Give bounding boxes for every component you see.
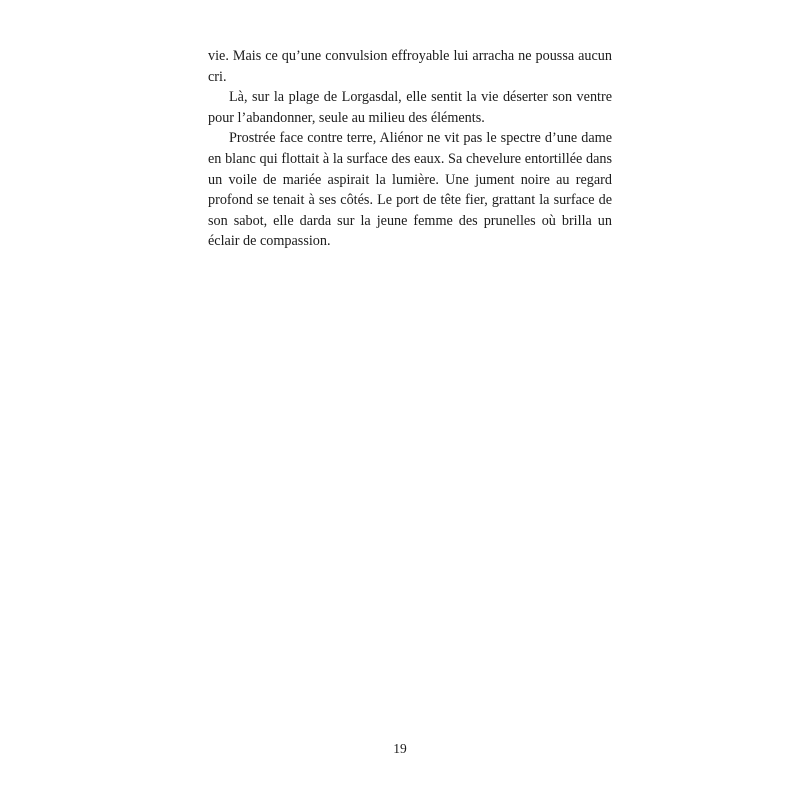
page-number: 19 bbox=[393, 741, 407, 756]
paragraph: Là, sur la plage de Lorgasdal, elle sentit la vie déserter son ventre pour l’abandonner, seule au milieu des éléments. bbox=[208, 89, 612, 126]
page-text-block bbox=[208, 46, 612, 252]
paragraph: vie. Mais ce qu’une convulsion effroyable lui arracha ne poussa aucun cri. bbox=[208, 48, 612, 85]
paragraph: Prostrée face contre terre, Aliénor ne vit pas le spectre d’une dame en blanc qui flottait à la surface des eaux. Sa chevelure entortillée dans un voile de mariée aspirait la lumière. Une jument noire au regard profond se tenait à ses côtés. Le port de tête fier, grattant la surface de son sabot, elle darda sur la jeune femme des prunelles où brilla un éclair de compassion. bbox=[208, 130, 612, 250]
